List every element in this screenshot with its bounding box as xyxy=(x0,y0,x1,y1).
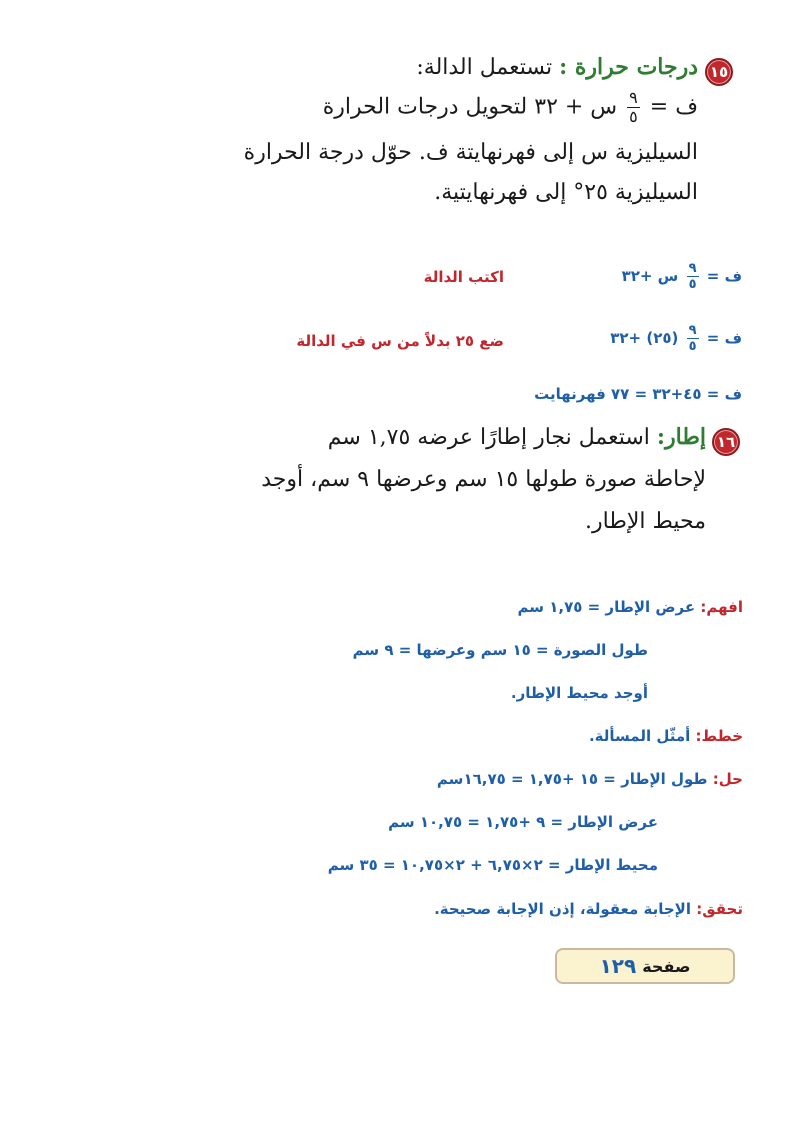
fraction-numerator: ٩ xyxy=(629,88,638,107)
page-reference-box xyxy=(555,948,735,984)
step-2-lhs: ف = xyxy=(706,329,742,347)
fraction-denominator: ٥ xyxy=(688,339,697,354)
problem-15-line-2-text: س + ٣٢ لتحويل درجات الحرارة xyxy=(322,94,618,120)
problem-16-line-1 xyxy=(328,420,706,455)
check-text: الإجابة معقولة، إذن الإجابة صحيحة. xyxy=(434,900,691,918)
plan-label: خطط: xyxy=(695,727,743,745)
problem-15-number: ١٥ xyxy=(709,63,729,81)
picture-dimensions-text: طول الصورة = ١٥ سم وعرضها = ٩ سم xyxy=(352,641,648,659)
step-2-rhs: (٢٥) +٣٢ xyxy=(610,329,679,347)
solution-16-find xyxy=(511,684,648,702)
problem-15-line-4 xyxy=(434,176,698,210)
problem-16-line-1-text: استعمل نجار إطارًا عرضه ١,٧٥ سم xyxy=(327,425,650,450)
solution-16-perimeter xyxy=(328,856,658,874)
step-2-fraction xyxy=(687,324,699,353)
page-reference-label: صفحة xyxy=(642,956,691,976)
solve-label: حل: xyxy=(712,770,743,788)
problem-15-fraction xyxy=(627,90,640,125)
solution-16-solve xyxy=(437,770,743,788)
solution-16-frame-width xyxy=(388,813,658,831)
problem-16-title: إطار: xyxy=(656,424,706,450)
problem-15-number-badge xyxy=(705,58,733,86)
step-3-text: ف = ٤٥+٣٢ = ٧٧ فهرنهايت xyxy=(534,385,742,403)
solution-16-understand xyxy=(518,598,744,616)
problem-15-lhs: ف = xyxy=(649,94,698,120)
frame-width-text: عرض الإطار = ٩ +١,٧٥ = ١٠,٧٥ سم xyxy=(388,813,658,831)
fraction-denominator: ٥ xyxy=(629,107,638,126)
problem-15-title: درجات حرارة : xyxy=(559,54,698,80)
solution-15-step-2 xyxy=(610,324,742,353)
solve-text: طول الإطار = ١٥ +١,٧٥ = ١٦,٧٥سم xyxy=(436,770,708,788)
find-text: أوجد محيط الإطار. xyxy=(510,684,648,702)
solution-15-step-1-note xyxy=(424,268,504,286)
step-1-lhs: ف = xyxy=(706,267,742,285)
solution-15-step-1 xyxy=(622,262,742,291)
problem-15-line-4-text: السيليزية ٢٥° إلى فهرنهايتية. xyxy=(434,180,698,205)
page-reference-number: ١٢٩ xyxy=(599,954,637,978)
step-1-note-text: اكتب الدالة xyxy=(423,268,504,286)
step-2-note-text: ضع ٢٥ بدلاً من س في الدالة xyxy=(296,332,504,350)
perimeter-text: محيط الإطار = ٢×٦,٧٥ + ٢×١٠,٧٥ = ٣٥ سم xyxy=(327,856,658,874)
problem-15-line-3-text: السيليزية س إلى فهرنهايتة ف. حوّل درجة الحرارة xyxy=(243,140,698,165)
step-1-fraction xyxy=(687,262,699,291)
solution-16-picture-dimensions xyxy=(353,641,648,659)
problem-16-number-badge xyxy=(712,428,740,456)
problem-16-number: ١٦ xyxy=(716,433,736,451)
fraction-numerator: ٩ xyxy=(688,323,697,338)
fraction-numerator: ٩ xyxy=(688,261,697,276)
solution-15-step-2-note xyxy=(296,332,504,350)
solution-16-plan xyxy=(589,727,743,745)
understand-text: عرض الإطار = ١,٧٥ سم xyxy=(517,598,696,616)
problem-16-line-2-text: لإحاطة صورة طولها ١٥ سم وعرضها ٩ سم، أوجد xyxy=(261,467,706,492)
problem-16-line-2 xyxy=(261,463,706,497)
plan-text: أمثّل المسألة. xyxy=(588,727,691,745)
problem-15-line-2 xyxy=(323,90,698,125)
problem-16-line-3 xyxy=(585,505,706,539)
solution-16-check xyxy=(434,900,743,918)
problem-15-line-1 xyxy=(416,50,698,85)
problem-15-line-3 xyxy=(244,136,698,170)
fraction-denominator: ٥ xyxy=(688,277,697,292)
step-1-rhs: س +٣٢ xyxy=(621,267,679,285)
problem-15-intro: تستعمل الدالة: xyxy=(416,55,553,80)
solution-15-step-3 xyxy=(534,385,742,403)
understand-label: افهم: xyxy=(700,598,743,616)
problem-16-line-3-text: محيط الإطار. xyxy=(585,509,706,534)
check-label: تحقق: xyxy=(696,900,743,918)
